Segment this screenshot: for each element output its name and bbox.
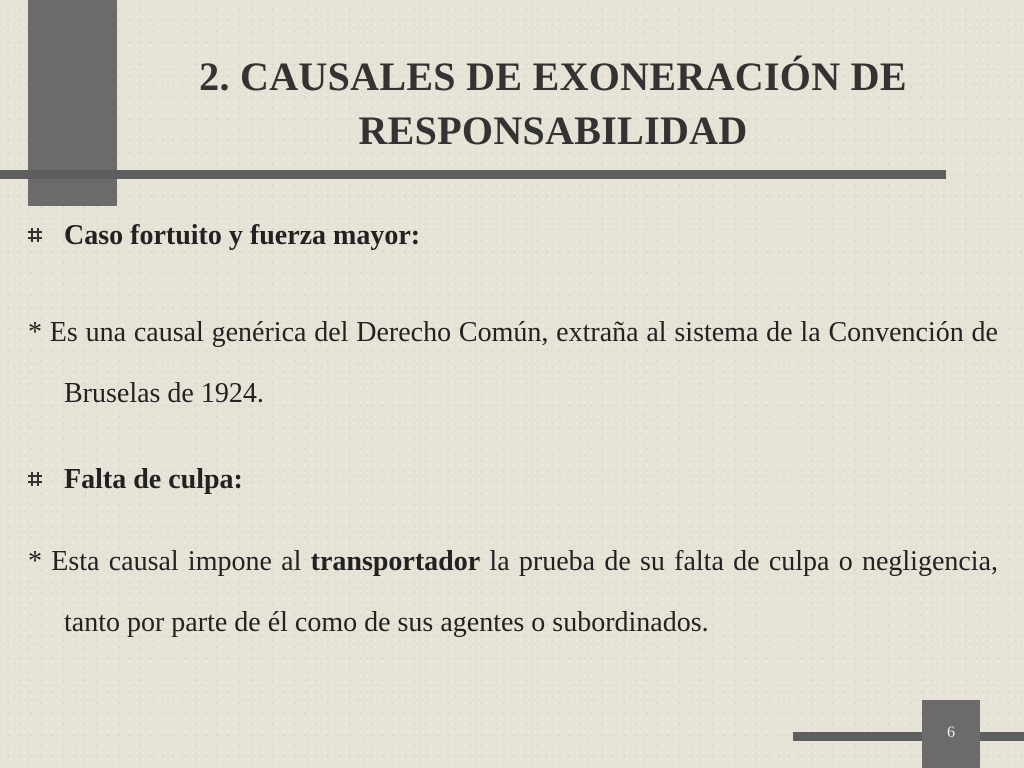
hash-bullet-icon [28, 472, 42, 486]
page-number: 6 [947, 724, 955, 741]
body-text-start: * Esta causal impone al [28, 546, 311, 577]
decorative-title-rule [0, 170, 946, 179]
section-heading-label: Falta de culpa: [64, 464, 243, 495]
slide-title: 2. CAUSALES DE EXONERACIÓN DE RESPONSABILIDAD [199, 54, 907, 153]
section-body-caso-fortuito: * Es una causal genérica del Derecho Común, extraña al sistema de la Convención de Bruselas de 1924. [28, 317, 998, 409]
section-heading-falta-de-culpa [28, 461, 243, 499]
body-emphasis-transportador: transportador [310, 546, 481, 577]
decorative-footer-rule [793, 732, 1024, 741]
section-body-falta-de-culpa [28, 531, 998, 653]
section-heading-label: Caso fortuito y fuerza mayor: [64, 220, 421, 251]
hash-bullet-icon [28, 228, 42, 242]
section-heading-caso-fortuito [28, 217, 420, 255]
body-text-end: la prueba de su falta de culpa o negligencia, tanto por parte de él como de sus agentes o subordinados. [64, 546, 999, 638]
